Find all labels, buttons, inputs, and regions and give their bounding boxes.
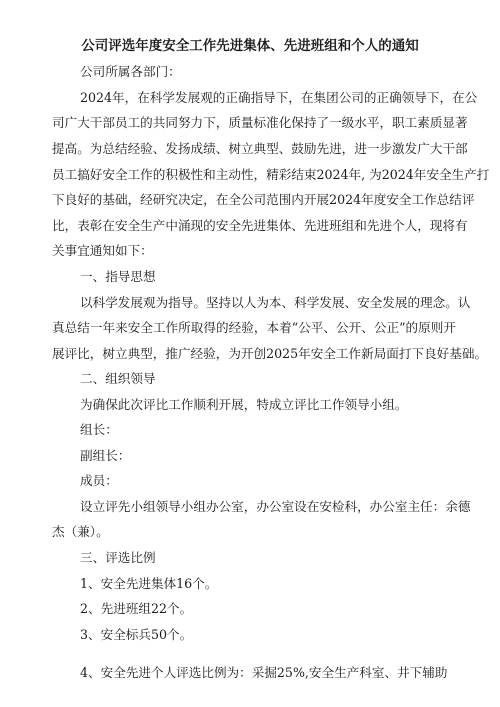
intro-line-3: 提高。为总结经验、发扬成绩、树立典型、鼓励先进，进一步激发广大干部 <box>52 141 468 156</box>
section1-line-1: 以科学发展观为指导。坚持以人为本、科学发展、安全发展的理念。认 <box>80 295 471 310</box>
intro-line-5: 下良好的基础，经研究决定，在全公司范围内开展2024年度安全工作总结评 <box>52 192 475 207</box>
section2-line-1: 为确保此次评比工作顺利开展，特成立评比工作领导小组。 <box>80 397 408 412</box>
list-item: 4、安全先进个人评选比例为：采掘25%,安全生产科室、井下辅助 <box>80 665 448 680</box>
leader-label: 组长： <box>80 422 118 437</box>
intro-line-2: 司广大干部员工的共同努力下，质量标准化保持了一级水平，职工素质显著 <box>52 115 468 130</box>
list-item: 2、先进班组22个。 <box>80 601 193 616</box>
section-heading-organization: 二、组织领导 <box>80 371 156 386</box>
intro-line-4: 员工搞好安全工作的积极性和主动性，精彩结束2024年, 为2024年安全生产打 <box>52 167 490 182</box>
salutation: 公司所属各部门： <box>80 64 181 79</box>
office-line-1: 设立评先小组领导小组办公室，办公室设在安检科，办公室主任：余德 <box>80 499 471 514</box>
intro-line-7: 关事宜通知如下： <box>52 243 153 258</box>
list-item: 1、安全先进集体16个。 <box>80 576 218 591</box>
section1-line-3: 展评比，树立典型，推广经验，为开创2025年安全工作新局面打下良好基础。 <box>52 346 488 361</box>
office-line-2: 杰（兼）。 <box>52 524 109 539</box>
list-item: 3、安全标兵50个。 <box>80 627 193 642</box>
section-heading-guiding-ideology: 一、指导思想 <box>80 269 156 284</box>
members-label: 成员： <box>80 473 118 488</box>
section-heading-selection-ratio: 三、评选比例 <box>80 550 156 565</box>
section1-line-2: 真总结一年来安全工作所取得的经验，本着“公平、公开、公正”的原则开 <box>52 320 456 335</box>
document-title: 公司评选年度安全工作先进集体、先进班组和个人的通知 <box>81 38 419 54</box>
intro-line-6: 比，表彰在安全生产中涌现的安全先进集体、先进班组和先进个人，现将有 <box>52 218 468 233</box>
intro-line-1: 2024年，在科学发展观的正确指导下，在集团公司的正确领导下，在公 <box>80 90 478 105</box>
deputy-leader-label: 副组长： <box>80 448 131 463</box>
